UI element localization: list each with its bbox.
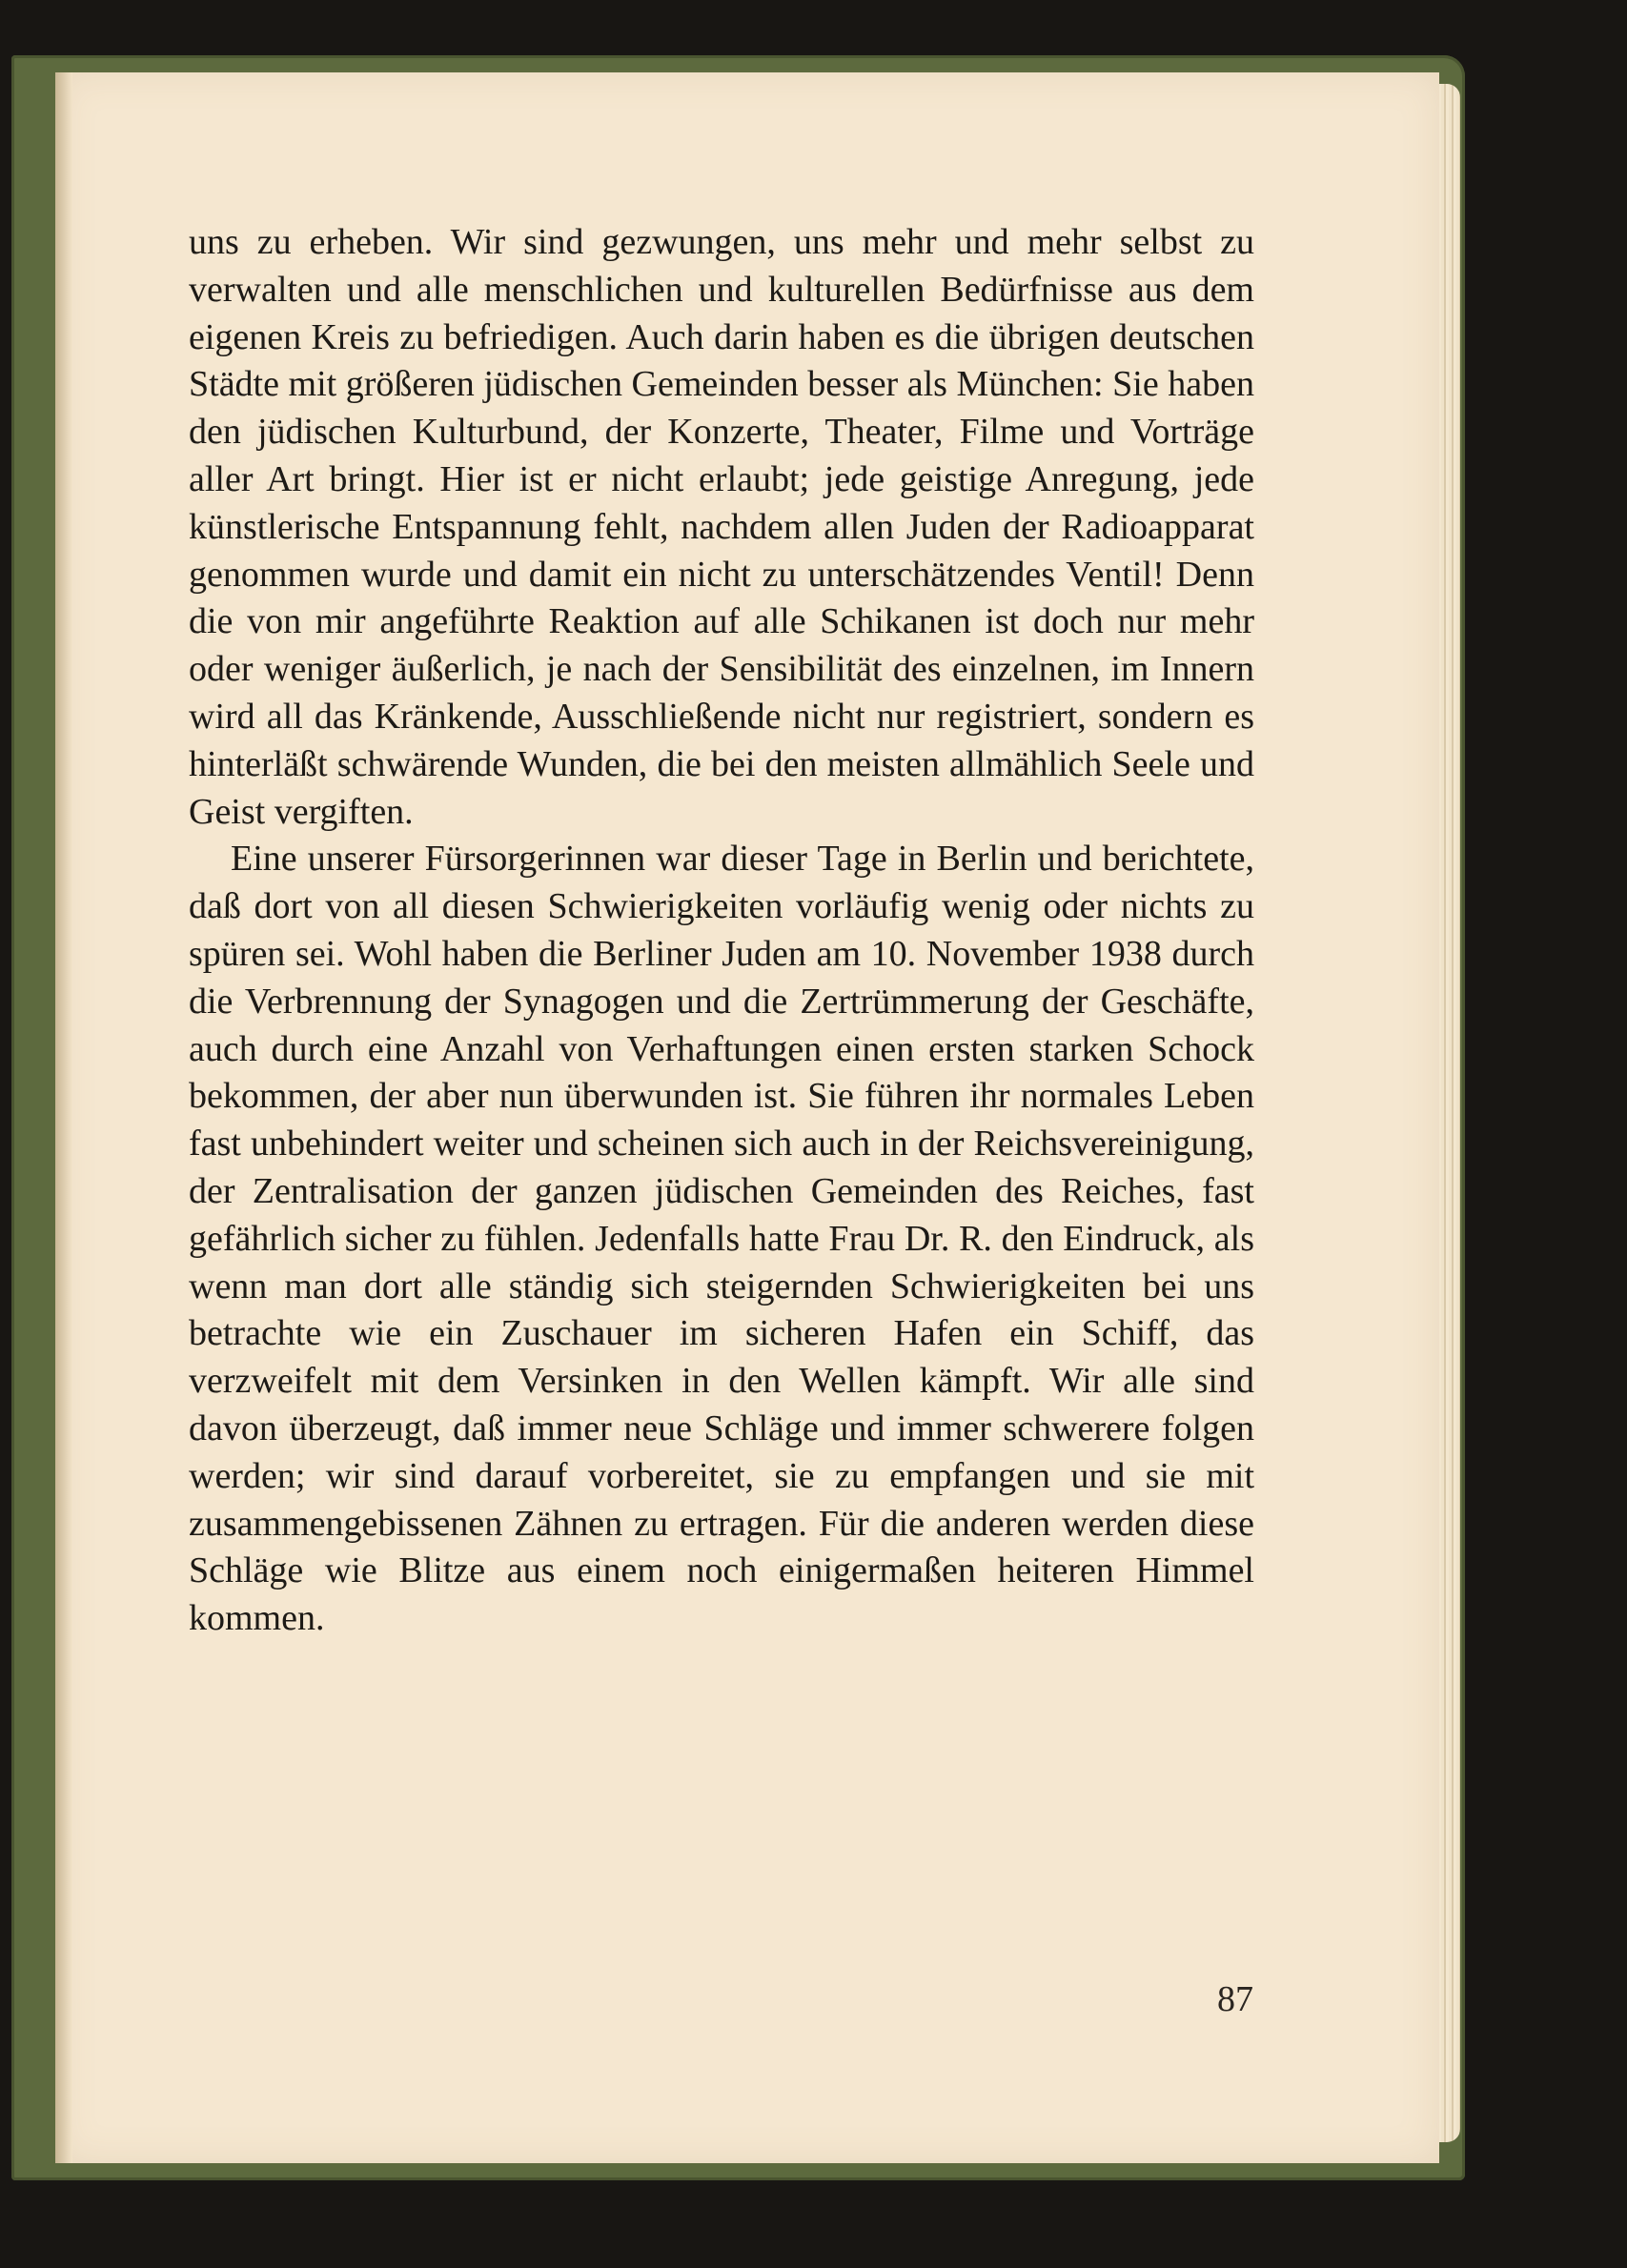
body-text: [189, 219, 1254, 1643]
paragraph-2: Eine unserer Fürsorgerinnen war dieser Tage in Berlin und berichtete, daß dort von all diesen Schwierigkeiten vorläufig wenig oder nichts zu spüren sei. Wohl haben die Berliner Juden am 10. November 1938 durch die Verbrennung der Synagogen und die Zertrümmerung der Geschäfte, auch durch eine Anzahl von Verhaftungen einen ersten starken Schock bekommen, der aber nun überwunden ist. Sie führen ihr normales Leben fast unbehindert weiter und scheinen sich auch in der Reichsvereinigung, der Zentralisation der ganzen jüdischen Gemeinden des Reiches, fast gefährlich sicher zu fühlen. Jedenfalls hatte Frau Dr. R. den Eindruck, als wenn man dort alle ständig sich steigernden Schwierigkeiten bei uns betrachte wie ein Zuschauer im sicheren Hafen ein Schiff, das verzweifelt mit dem Versinken in den Wellen kämpft. Wir alle sind davon überzeugt, daß immer neue Schläge und immer schwerere folgen werden; wir sind darauf vorbereitet, sie zu empfangen und sie mit zusammengebissenen Zähnen zu ertragen. Für die anderen werden diese Schläge wie Blitze aus einem noch einigermaßen heiteren Himmel kommen.: [189, 839, 1254, 1639]
paragraph-1: uns zu erheben. Wir sind gezwungen, uns mehr und mehr selbst zu verwalten und alle menschlichen und kulturellen Bedürfnisse aus dem eigenen Kreis zu befriedigen. Auch darin haben es die übrigen deutschen Städte mit größeren jüdischen Gemeinden besser als München: Sie haben den jüdischen Kulturbund, der Konzerte, Theater, Filme und Vorträge aller Art bringt. Hier ist er nicht erlaubt; jede geistige Anregung, jede künstlerische Entspannung fehlt, nachdem allen Juden der Radioapparat genommen wurde und damit ein nicht zu unterschätzendes Ventil! Denn die von mir angeführte Reaktion auf alle Schikanen ist doch nur mehr oder weniger äußerlich, je nach der Sensibilität des einzelnen, im Innern wird all das Kränkende, Ausschließende nicht nur registriert, sondern es hinterläßt schwärende Wunden, die bei den meisten allmählich Seele und Geist vergiften.: [189, 222, 1254, 832]
page-gutter: [55, 72, 72, 2163]
page-number: 87: [1217, 1979, 1253, 2019]
